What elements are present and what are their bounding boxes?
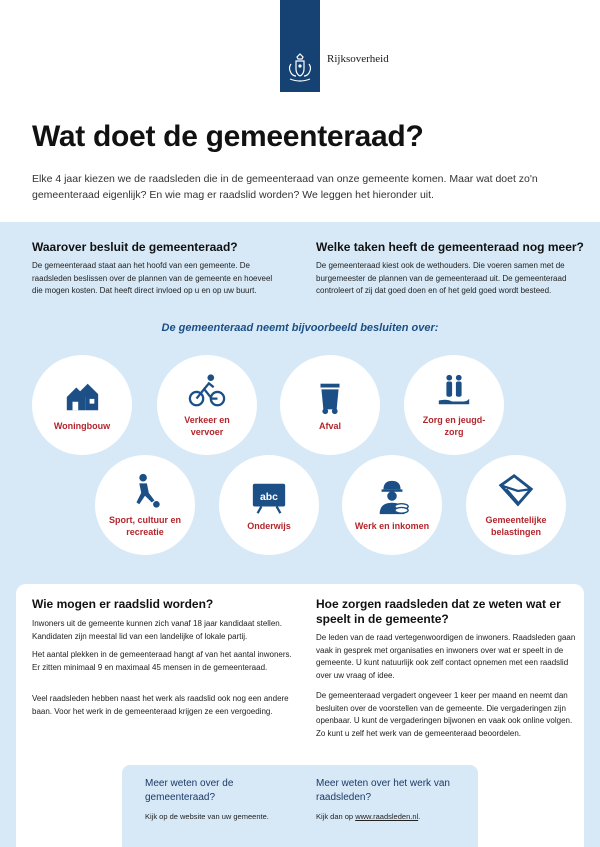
topic-onderwijs bbox=[219, 455, 319, 555]
topic-zorg bbox=[404, 355, 504, 455]
raadslid-p2: Het aantal plekken in de gemeenteraad hangt af van het aantal inwoners. Er zitten minimaal 9 en maximaal 45 mensen in de gemeenteraad. bbox=[32, 650, 292, 672]
more-gemeenteraad-body: Kijk op de website van uw gemeente. bbox=[145, 812, 269, 821]
worker-icon bbox=[373, 478, 411, 516]
care-hand-icon bbox=[435, 372, 473, 410]
more-raadsleden-prefix: Kijk dan op bbox=[316, 812, 356, 821]
zorgen-p2: De gemeenteraad vergadert ongeveer 1 keer per maand en neemt dan besluiten over de voorstellen van de gemeente. Die vergaderingen zijn openbaar. U kunt de vergaderingen bijwonen en vaak ook online volgen. Zo kunt u zelf het werk van de gemeenteraad beoordelen. bbox=[316, 691, 573, 738]
topic-verkeer bbox=[157, 355, 257, 455]
topic-label: Woningbouw bbox=[53, 421, 111, 431]
topic-label: Zorg en jeugd-zorg bbox=[422, 415, 486, 437]
raadsleden-link[interactable]: www.raadsleden.nl bbox=[355, 812, 419, 821]
raadslid-p1: Inwoners uit de gemeente kunnen zich vanaf 18 jaar kandidaat stellen. Kandidaten zijn meestal lid van een landelijke of lokale partij. bbox=[32, 619, 282, 641]
svg-text:abc: abc bbox=[260, 491, 278, 503]
envelope-icon bbox=[497, 472, 535, 510]
more-gemeenteraad-title: Meer weten over de gemeenteraad? bbox=[145, 778, 234, 803]
chalkboard-icon bbox=[250, 478, 288, 516]
more-raadsleden-title: Meer weten over het werk van raadsleden? bbox=[316, 778, 450, 803]
raadslid-title: Wie mogen er raadslid worden? bbox=[32, 597, 214, 611]
more-raadsleden-suffix: . bbox=[418, 812, 421, 821]
zorgen-p1: De leden van de raad vertegenwoordigen de inwoners. Raadsleden gaan vaak in gesprek met organisaties en inwoners over wat er speelt in de gemeente. U kunt natuurlijk ook zelf contact opnemen met een raadslid over uw vraag of idee. bbox=[316, 633, 576, 680]
raadslid-p3: Veel raadsleden hebben naast het werk als raadslid ook nog een andere baan. Voor het werk in de gemeenteraad krijgen ze een vergoeding. bbox=[32, 694, 289, 716]
topic-label: Sport, cultuur en recreatie bbox=[109, 515, 181, 537]
waarover-body: De gemeenteraad staat aan het hoofd van een gemeente. De raadsleden beslissen over de plannen van de gemeente en hoeveel die mogen kosten. Dat heeft direct invloed op u en op uw buurt. bbox=[32, 261, 273, 295]
topic-woningbouw bbox=[32, 355, 132, 455]
topics-heading: De gemeenteraad neemt bijvoorbeeld besluiten over: bbox=[161, 322, 439, 334]
topic-sport bbox=[95, 455, 195, 555]
coat-of-arms-icon bbox=[284, 52, 316, 84]
topic-label: Afval bbox=[318, 421, 341, 431]
page-title: Wat doet de gemeenteraad? bbox=[32, 120, 424, 153]
topic-label: Gemeentelijke belastingen bbox=[485, 515, 547, 537]
topic-belastingen bbox=[466, 455, 566, 555]
topic-label: Werk en inkomen bbox=[354, 521, 430, 531]
cyclist-icon bbox=[188, 372, 226, 410]
trash-bin-icon bbox=[311, 378, 349, 416]
topic-label: Verkeer en vervoer bbox=[184, 415, 230, 437]
taken-body: De gemeenteraad kiest ook de wethouders. Die voeren samen met de burgemeester de plannen van de gemeenteraad uit. De gemeenteraad controleert of zij dat goed doen en of het geld goed wordt besteed. bbox=[316, 261, 567, 295]
football-player-icon bbox=[126, 472, 164, 510]
more-raadsleden-body bbox=[316, 812, 420, 821]
houses-icon bbox=[63, 378, 101, 416]
topic-afval bbox=[280, 355, 380, 455]
topic-label: Onderwijs bbox=[247, 521, 291, 531]
zorgen-title: Hoe zorgen raadsleden dat ze weten wat er speelt in de gemeente? bbox=[316, 597, 561, 626]
topic-werk bbox=[342, 455, 442, 555]
taken-title: Welke taken heeft de gemeenteraad nog meer? bbox=[316, 240, 584, 254]
waarover-title: Waarover besluit de gemeenteraad? bbox=[32, 240, 238, 254]
intro-text: Elke 4 jaar kiezen we de raadsleden die in de gemeenteraad van onze gemeente komen. Maar wat doet zo'n gemeenteraad eigenlijk? En wie mag er raadslid worden? We leggen het hieronder uit. bbox=[32, 173, 538, 201]
logo-text: Rijksoverheid bbox=[327, 53, 389, 65]
